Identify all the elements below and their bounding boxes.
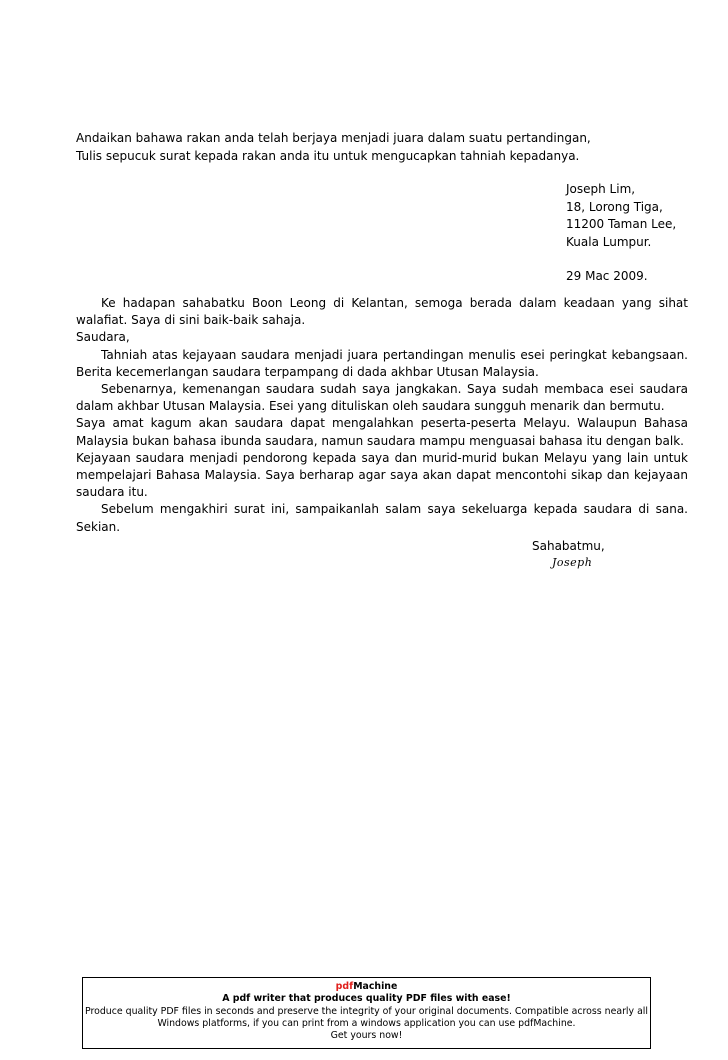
letter-date: 29 Mac 2009. [566, 269, 648, 283]
sender-address [566, 181, 676, 286]
brand-prefix: pdf [335, 981, 354, 992]
brand-suffix: Machine [353, 981, 398, 992]
sender-street: 18, Lorong Tiga, [566, 199, 663, 214]
essay-prompt [76, 129, 696, 165]
sender-name: Joseph Lim, [566, 182, 636, 196]
congratulations-paragraph: Tahniah atas kejayaan saudara menjadi juara pertandingan menulis esei peringkat kebangsaan. Berita kecemerlangan saudara terpampang di dada akhbar Utusan Malaysia. [76, 347, 688, 379]
signature: Joseph [552, 556, 593, 569]
footer-description: Produce quality PDF files in seconds and preserve the integrity of your original documents. Compatible across nearly all Windows platforms, if you can print from a windows application you can use pdfMachine. [84, 1005, 649, 1029]
closing: Sahabatmu, [532, 539, 605, 553]
letter-body [76, 295, 688, 536]
footer-tagline: A pdf writer that produces quality PDF files with ease! [222, 993, 511, 1005]
expectation-paragraph: Sebenarnya, kemenangan saudara sudah saya jangkakan. Saya sudah membaca esei saudara dalam akhbar Utusan Malaysia. Esei yang dituliskan oleh saudara sungguh menarik dan bermutu. [76, 382, 688, 414]
salutation: Saudara, [76, 330, 130, 345]
admiration-paragraph: Saya amat kagum akan saudara dapat mengalahkan peserta-peserta Melayu. Walaupun Bahasa Malaysia bukan bahasa ibunda saudara, namun saudara mampu menguasai bahasa itu dengan balk. [76, 416, 688, 448]
greeting-paragraph: Ke hadapan sahabatku Boon Leong di Kelantan, semoga berada dalam keadaan yang sihat walafiat. Saya di sini baik-baik sahaja. [76, 296, 688, 328]
prompt-line-2: Tulis sepucuk surat kepada rakan anda itu untuk mengucapkan tahniah kepadanya. [76, 149, 580, 163]
sender-postcode: 11200 Taman Lee, [566, 217, 677, 231]
pdfmachine-brand [83, 981, 650, 993]
motivation-paragraph: Kejayaan saudara menjadi pendorong kepada saya dan murid-murid bukan Melayu yang lain untuk mempelajari Bahasa Malaysia. Saya berharap agar saya akan dapat mencontohi sikap dan kejayaan saudara itu. [76, 450, 688, 500]
footer-cta[interactable]: Get yours now! [330, 1030, 403, 1042]
sender-city: Kuala Lumpur. [566, 234, 652, 249]
farewell-paragraph: Sebelum mengakhiri surat ini, sampaikanlah salam saya sekeluarga kepada saudara di sana. Sekian. [76, 502, 688, 534]
pdfmachine-footer [82, 977, 651, 1049]
prompt-line-1: Andaikan bahawa rakan anda telah berjaya menjadi juara dalam suatu pertandingan, [76, 131, 591, 145]
